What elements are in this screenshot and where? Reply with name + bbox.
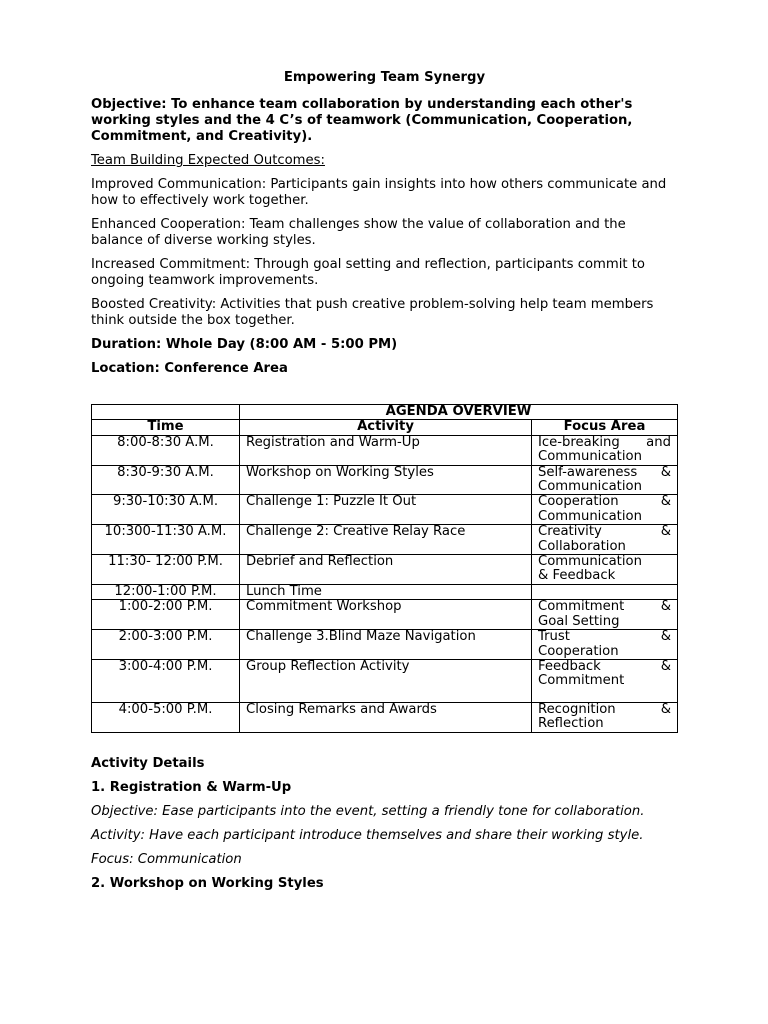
document-page <box>91 70 678 900</box>
agenda-title: AGENDA OVERVIEW <box>240 405 678 420</box>
table-row <box>92 600 678 630</box>
location: Location: Conference Area <box>91 361 288 376</box>
row-focus: Commitment & Goal Setting <box>532 600 678 630</box>
activity-1-objective: Objective: Ease participants into the event, setting a friendly tone for collaboration. <box>91 803 645 819</box>
table-row <box>92 465 678 495</box>
agenda-corner-cell <box>92 405 240 420</box>
row-time: 8:30-9:30 A.M. <box>92 465 240 495</box>
row-focus: Creativity & Collaboration <box>532 525 678 555</box>
objective-statement: Objective: To enhance team collaboration by understanding each other's working styles and the 4 C’s of teamwork (Communication, Cooperation, Commitment, and Creativity). <box>91 97 633 144</box>
row-time: 4:00-5:00 P.M. <box>92 702 240 732</box>
row-time: 10:300-11:30 A.M. <box>92 525 240 555</box>
row-activity: Challenge 3.Blind Maze Navigation <box>240 630 532 660</box>
outcome-cooperation: Enhanced Cooperation: Team challenges show the value of collaboration and the balance of diverse working styles. <box>91 217 626 248</box>
table-row <box>92 584 678 599</box>
row-focus: Feedback & Commitment <box>532 659 678 702</box>
activity-2-heading: 2. Workshop on Working Styles <box>91 875 324 891</box>
activity-details-heading: Activity Details <box>91 755 205 771</box>
row-time: 8:00-8:30 A.M. <box>92 435 240 465</box>
header-time: Time <box>92 420 240 435</box>
table-row <box>92 702 678 732</box>
row-activity: Group Reflection Activity <box>240 659 532 702</box>
row-activity: Commitment Workshop <box>240 600 532 630</box>
row-focus <box>532 584 678 599</box>
table-row <box>92 525 678 555</box>
row-activity: Closing Remarks and Awards <box>240 702 532 732</box>
document-title: Empowering Team Synergy <box>283 70 486 85</box>
row-focus: Cooperation & Communication <box>532 495 678 525</box>
row-focus: Communication & Feedback <box>532 555 678 585</box>
outcomes-heading: Team Building Expected Outcomes: <box>91 153 325 168</box>
row-focus: Recognition & Reflection <box>532 702 678 732</box>
agenda-table <box>91 404 678 733</box>
row-time: 2:00-3:00 P.M. <box>92 630 240 660</box>
outcome-creativity: Boosted Creativity: Activities that push creative problem-solving help team members think outside the box together. <box>91 297 654 328</box>
header-activity: Activity <box>240 420 532 435</box>
outcome-communication: Improved Communication: Participants gain insights into how others communicate and how to effectively work together. <box>91 177 667 208</box>
table-row <box>92 659 678 702</box>
header-focus: Focus Area <box>532 420 678 435</box>
table-row <box>92 435 678 465</box>
row-activity: Workshop on Working Styles <box>240 465 532 495</box>
row-time: 11:30- 12:00 P.M. <box>92 555 240 585</box>
row-activity: Lunch Time <box>240 584 532 599</box>
table-row <box>92 495 678 525</box>
row-activity: Challenge 1: Puzzle It Out <box>240 495 532 525</box>
row-focus: Self-awareness & Communication <box>532 465 678 495</box>
activity-1-focus: Focus: Communication <box>91 851 242 867</box>
row-focus: Ice-breaking and Communication <box>532 435 678 465</box>
row-time: 12:00-1:00 P.M. <box>92 584 240 599</box>
duration: Duration: Whole Day (8:00 AM - 5:00 PM) <box>91 337 398 352</box>
activity-1-heading: 1. Registration & Warm-Up <box>91 779 292 795</box>
row-activity: Registration and Warm-Up <box>240 435 532 465</box>
activity-1-activity: Activity: Have each participant introduce themselves and share their working style. <box>91 827 644 843</box>
row-activity: Debrief and Reflection <box>240 555 532 585</box>
outcome-commitment: Increased Commitment: Through goal setting and reflection, participants commit to ongoing teamwork improvements. <box>91 257 645 288</box>
table-row <box>92 555 678 585</box>
row-focus: Trust & Cooperation <box>532 630 678 660</box>
table-row <box>92 630 678 660</box>
row-time: 9:30-10:30 A.M. <box>92 495 240 525</box>
row-time: 1:00-2:00 P.M. <box>92 600 240 630</box>
row-time: 3:00-4:00 P.M. <box>92 659 240 702</box>
row-activity: Challenge 2: Creative Relay Race <box>240 525 532 555</box>
